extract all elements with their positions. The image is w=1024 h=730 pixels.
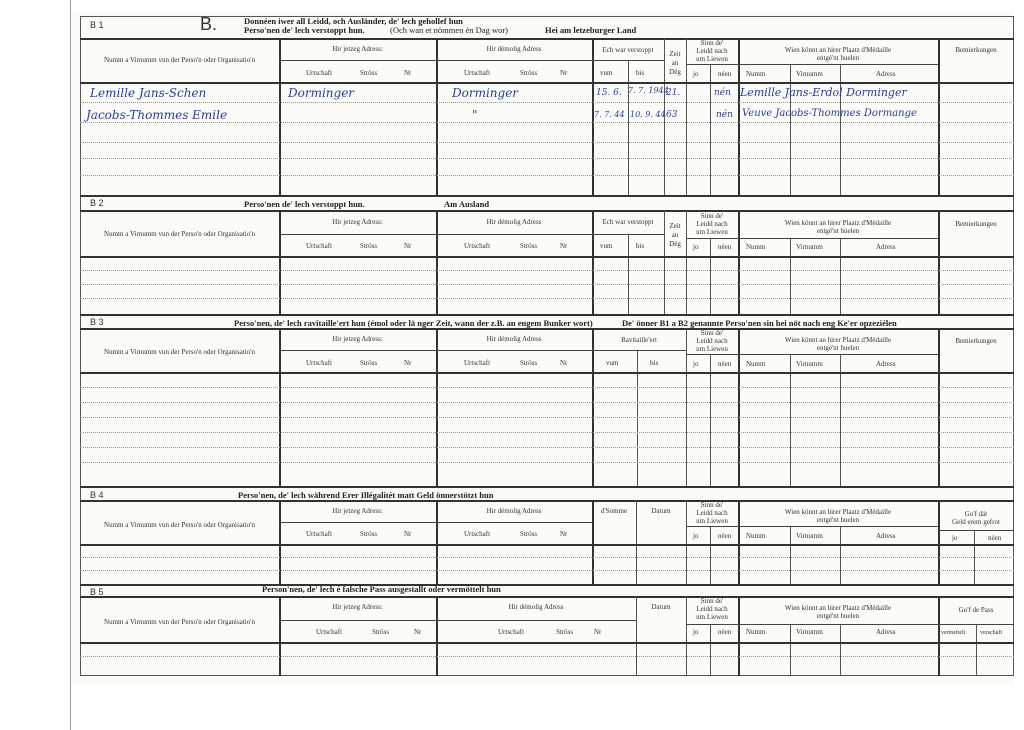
col-current-address: Hir jetzeg Adress: — [332, 45, 383, 53]
page-edge — [70, 0, 71, 730]
section-code-b5: B 5 — [90, 587, 104, 597]
header-line1: Donnéen iwer all Leidd, och Ausländer, de' lech gehollef hun — [244, 16, 463, 26]
section-b3-title: Perso'nen, de' lech ravitaille'ert hun (émol oder lä nger Zeit, wann der z.B. an engem Bunker wort) — [234, 318, 593, 328]
col-sum: d'Somme — [600, 507, 628, 515]
section-b3-note: De' önner B1 a B2 genannte Perso'nen sin hei nöt nach eng Ke'er opzeziélen — [622, 318, 897, 328]
section-code-b2: B 2 — [90, 198, 104, 208]
col-medal: Wien könnt an hirer Plaatz d'Médaille — [784, 46, 892, 54]
entry2-no: nén — [716, 110, 733, 120]
col-hidden: Ech war verstoppt — [602, 46, 654, 54]
entry2-name: Jacobs-Thommes Emile — [86, 108, 228, 122]
entry2-from: 7. 7. 44 — [594, 110, 625, 119]
entry1-former-city: Dorminger — [452, 86, 519, 100]
col-ravit: Ravitaille'ert — [621, 336, 657, 344]
section-b5-title: Person'nen, de' lech é falsche Pass ausgestallt oder vermöttelt hun — [262, 584, 501, 594]
header-line2c: Hei am letzeburger Land — [545, 25, 637, 35]
col-former-address: Hir démolig Adress — [486, 45, 542, 53]
entry1-from: 15. 6. — [596, 88, 622, 98]
section-b4-title: Perso'nen, de' lech während Erer Illégalitét matt Geld önnerstötzt hun — [238, 490, 494, 500]
section-code-b1: B 1 — [90, 20, 104, 30]
col-name-header: Numm a Virnumm vun der Perso'n oder Organisatio'n — [104, 56, 255, 64]
entry1-medal: Lemille Jans-Erdol Dorminger — [740, 86, 907, 99]
section-code-b3: B 3 — [90, 317, 104, 327]
entry2-to: 10. 9. 44 — [630, 110, 666, 119]
section-code-b4: B 4 — [90, 490, 104, 500]
header-line2a: Perso'nen de' lech verstoppt hun. — [244, 25, 365, 35]
entry1-no: nén — [714, 88, 731, 98]
header-line2b: (Och wan et nömmen én Dag wor) — [390, 25, 509, 35]
entry2-medal: Veuve Jacobs-Thommes Dormange — [742, 108, 917, 119]
entry1-days: 21. — [666, 88, 681, 98]
section-b2-title: Perso'nen de' lech verstoppt hun. — [244, 199, 365, 209]
col-date: Datum — [651, 507, 671, 515]
entry2-days: 63 — [666, 110, 678, 120]
col-remarks: Bemierkungen — [955, 46, 997, 54]
entry1-to: 7. 7. 1944 — [628, 86, 669, 95]
rule — [80, 38, 1014, 40]
entry1-name: Lemille Jans-Schen — [90, 86, 207, 100]
entry1-current-city: Dorminger — [288, 86, 355, 100]
entry2-former-city: " — [472, 108, 478, 122]
section-b2-title-right: Am Ausland — [444, 199, 490, 209]
section-letter: B. — [200, 14, 218, 34]
